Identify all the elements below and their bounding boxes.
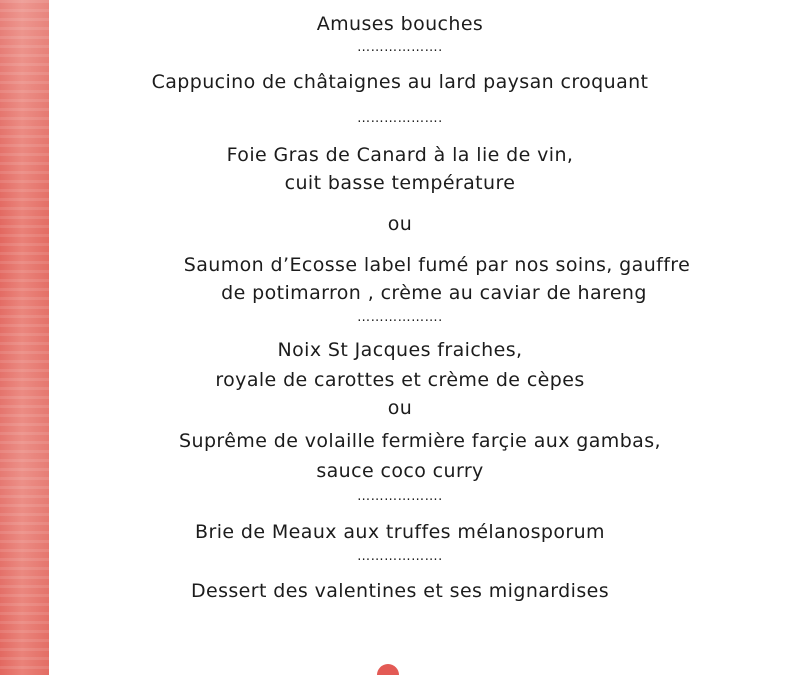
course-saumon-line1: Saumon d’Ecosse label fumé par nos soins, gauffre <box>183 254 691 276</box>
course-noix-st-jacques-line2: royale de carottes et crème de cèpes <box>215 369 585 391</box>
course-amuses-bouches: Amuses bouches <box>316 13 484 35</box>
separator: ………………. <box>357 40 443 55</box>
separator: ………………. <box>357 489 443 504</box>
separator: ………………. <box>357 310 443 325</box>
decorative-pink-band <box>0 0 49 675</box>
course-cappucino: Cappucino de châtaignes au lard paysan croquant <box>151 71 649 93</box>
course-foie-gras-line1: Foie Gras de Canard à la lie de vin, <box>226 144 574 166</box>
course-foie-gras-line2: cuit basse température <box>284 172 516 194</box>
course-dessert: Dessert des valentines et ses mignardises <box>190 580 610 602</box>
separator: ………………. <box>357 549 443 564</box>
menu-content <box>49 0 799 675</box>
course-noix-st-jacques-line1: Noix St Jacques fraiches, <box>277 339 523 361</box>
course-supreme-volaille-line1: Suprême de volaille fermière farçie aux gambas, <box>179 430 661 452</box>
separator: ………………. <box>357 111 443 126</box>
course-saumon-line2: de potimarron , crème au caviar de hareng <box>221 282 647 304</box>
course-supreme-volaille-line2: sauce coco curry <box>316 460 484 482</box>
or-label: ou <box>387 397 413 419</box>
or-label: ou <box>387 213 413 235</box>
course-brie-de-meaux: Brie de Meaux aux truffes mélanosporum <box>195 521 605 543</box>
